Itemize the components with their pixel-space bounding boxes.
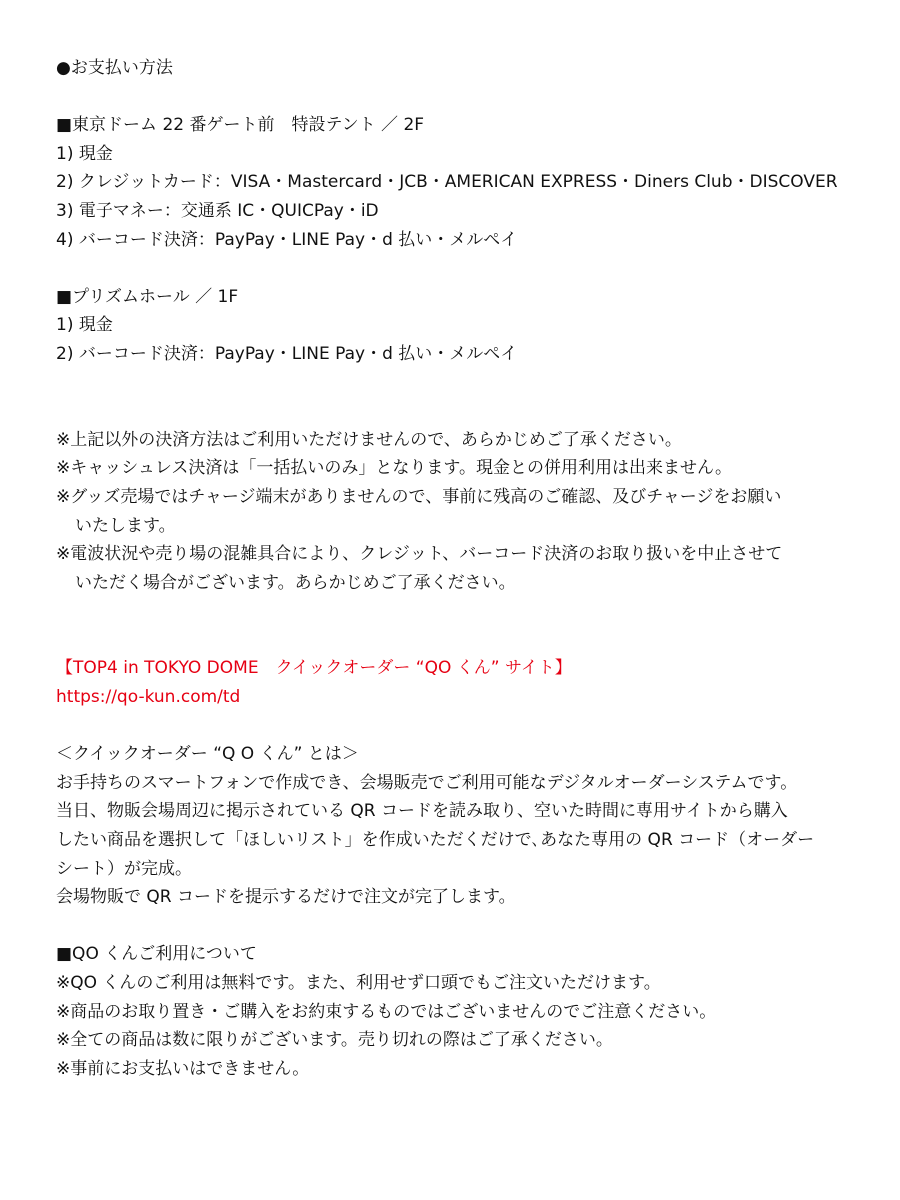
quickorder-about-line: 当日、物販会場周辺に掲示されている QR コードを読み取り、空いた時間に専用サイトから購入 bbox=[56, 801, 788, 822]
spacer bbox=[56, 626, 856, 655]
venue1-item-credit: 2) クレジットカード：VISA・Mastercard・JCB・AMERICAN EXPRESS・Diners Club・DISCOVER bbox=[56, 172, 838, 193]
payment-note: ※上記以外の決済方法はご利用いただけませんので、あらかじめご了承ください。 bbox=[56, 429, 682, 450]
quickorder-usage-note: ※事前にお支払いはできません。 bbox=[56, 1058, 310, 1079]
payment-note-continuation: いたします。 bbox=[75, 515, 176, 536]
payment-note: ※電波状況や売り場の混雑具合により、クレジット、バーコード決済のお取り扱いを中止させて bbox=[56, 544, 783, 565]
spacer bbox=[56, 912, 856, 941]
quickorder-about-line: 会場物販で QR コードを提示するだけで注文が完了します。 bbox=[56, 887, 516, 908]
payment-note-continuation: いただく場合がございます。あらかじめご了承ください。 bbox=[75, 572, 516, 593]
quickorder-url-link[interactable]: https://qo-kun.com/td bbox=[56, 687, 241, 708]
quickorder-usage-note: ※商品のお取り置き・ご購入をお約束するものではございませんのでご注意ください。 bbox=[56, 1001, 717, 1022]
venue2-title: ■プリズムホール ／ 1F bbox=[56, 286, 239, 307]
payment-note: ※キャッシュレス決済は「一括払いのみ」となります。現金との併用利用は出来ません。 bbox=[56, 458, 733, 479]
spacer bbox=[56, 83, 856, 112]
venue1-title: ■東京ドーム 22 番ゲート前 特設テント ／ 2F bbox=[56, 115, 425, 136]
spacer bbox=[56, 712, 856, 741]
venue2-item-barcode: 2) バーコード決済：PayPay・LINE Pay・d 払い・メルペイ bbox=[56, 343, 518, 364]
venue1-item-cash: 1) 現金 bbox=[56, 143, 113, 164]
quickorder-about-line: お手持ちのスマートフォンで作成でき、会場販売でご利用可能なデジタルオーダーシステムです。 bbox=[56, 772, 798, 793]
spacer bbox=[56, 397, 856, 426]
quickorder-title: 【TOP4 in TOKYO DOME クイックオーダー “QO くん” サイト】 bbox=[56, 658, 572, 679]
document-page bbox=[56, 54, 856, 1083]
spacer bbox=[56, 597, 856, 626]
payment-heading: ●お支払い方法 bbox=[56, 58, 173, 78]
quickorder-usage-note: ※全ての商品は数に限りがございます。売り切れの際はご了承ください。 bbox=[56, 1030, 613, 1051]
venue1-item-emoney: 3) 電子マネー：交通系 IC・QUICPay・iD bbox=[56, 200, 379, 221]
spacer bbox=[56, 369, 856, 398]
venue1-item-barcode: 4) バーコード決済：PayPay・LINE Pay・d 払い・メルペイ bbox=[56, 229, 518, 250]
quickorder-usage-note: ※QO くんのご利用は無料です。また、利用せず口頭でもご注文いただけます。 bbox=[56, 973, 661, 993]
quickorder-about-line: シート）が完成。 bbox=[56, 858, 192, 879]
quickorder-about-heading: ＜クイックオーダー “Q O くん” とは＞ bbox=[56, 744, 359, 765]
quickorder-about-line: したい商品を選択して「ほしいリスト」を作成いただくだけで､あなた専用の QR コード（オーダー bbox=[56, 830, 815, 851]
venue2-item-cash: 1) 現金 bbox=[56, 315, 113, 336]
payment-note: ※グッズ売場ではチャージ端末がありませんので、事前に残高のご確認、及びチャージをお願い bbox=[56, 486, 782, 507]
spacer bbox=[56, 254, 856, 283]
quickorder-usage-heading: ■QO くんご利用について bbox=[56, 944, 257, 965]
